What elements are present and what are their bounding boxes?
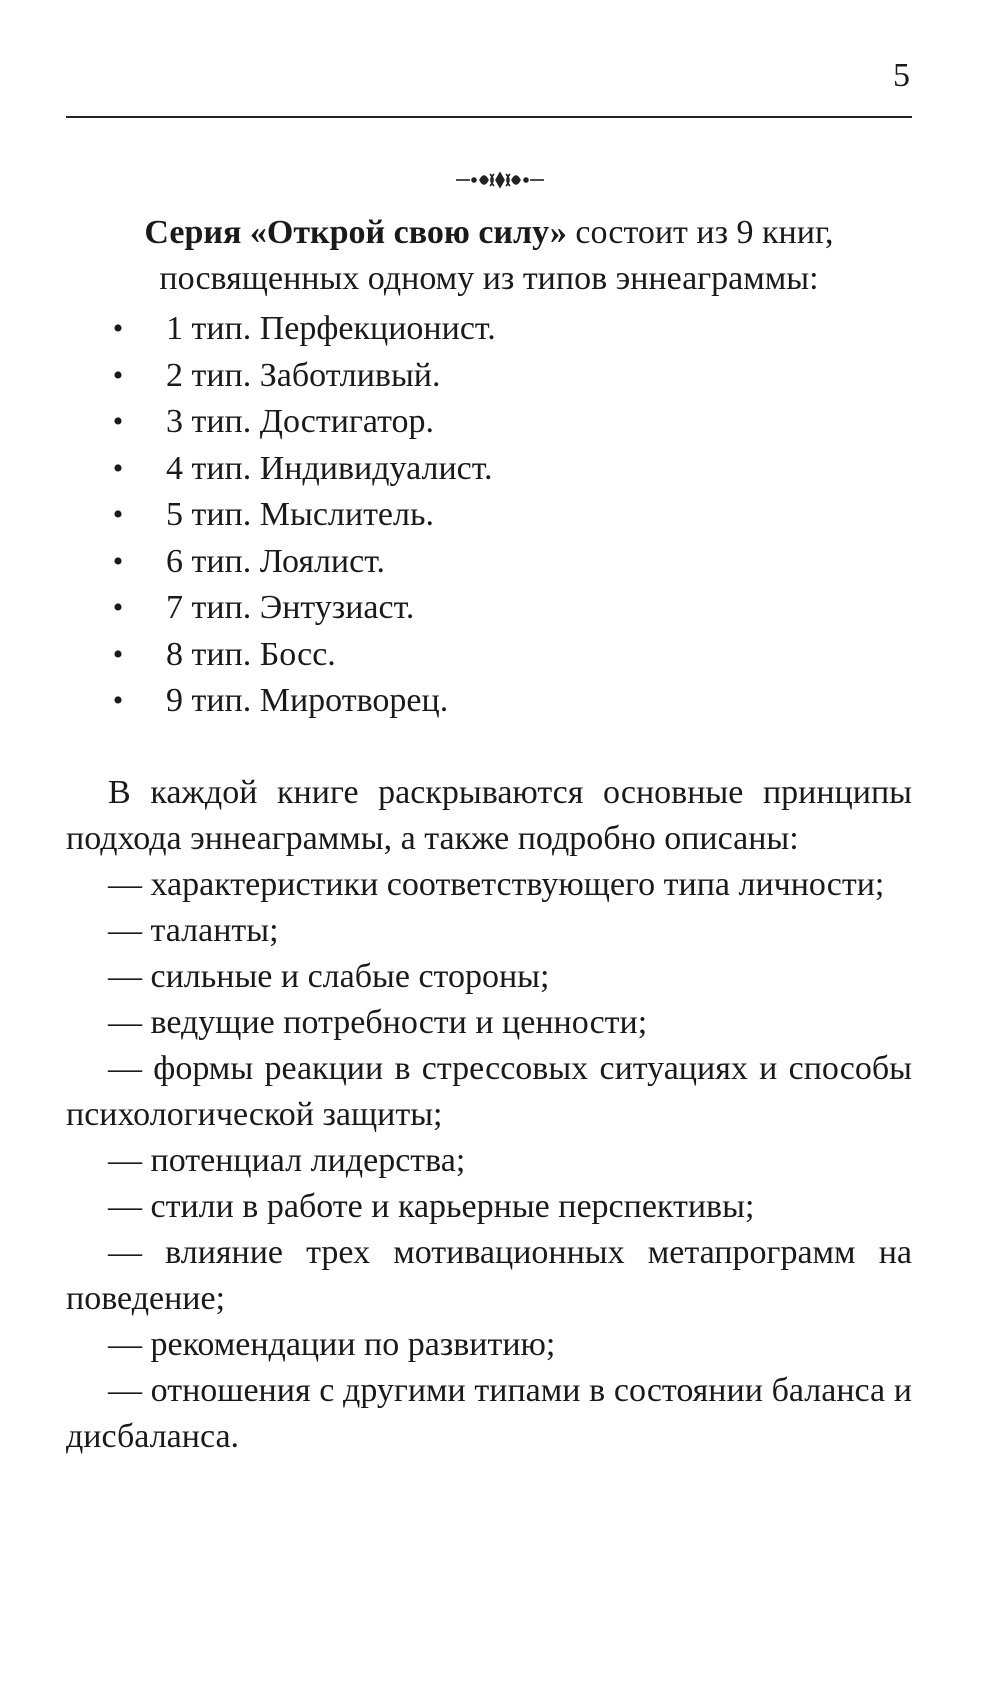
feature-item: — влияние трех мотивационных метапрограмм на поведение; [66, 1234, 912, 1317]
list-item [108, 353, 496, 400]
list-item [108, 399, 496, 446]
bullet: • [112, 684, 124, 717]
list-item-label: 3 тип. Достигатор. [166, 403, 434, 440]
list-item-label: 9 тип. Миротворец. [166, 682, 449, 719]
body-intro-paragraph: В каждой книге раскрываются основные принципы подхода эннеаграммы, а также подробно описаны: [66, 774, 912, 857]
list-item [108, 632, 496, 679]
list-item-label: 7 тип. Энтузиаст. [166, 589, 415, 626]
body-text [66, 770, 912, 1460]
list-item-label: 4 тип. Индивидуалист. [166, 449, 493, 487]
ornament [0, 170, 1000, 195]
bullet: • [112, 405, 124, 438]
list-item-label: 8 тип. Босс. [166, 635, 336, 673]
enneagram-type-list [108, 306, 496, 725]
list-item-label: 6 тип. Лоялист. [166, 542, 386, 580]
feature-item: — сильные и слабые стороны; [108, 958, 550, 995]
bullet: • [112, 358, 124, 392]
header-rule [66, 116, 912, 118]
bullet: • [112, 591, 124, 624]
feature-item: — рекомендации по развитию; [108, 1326, 556, 1363]
series-description: состоит из 9 книг, посвященных одному из типов эннеаграммы: [159, 214, 834, 297]
feature-item: — отношения с другими типами в состоянии баланса и дисбаланса. [66, 1372, 912, 1455]
feature-item: — потенциал лидерства; [108, 1142, 466, 1179]
bullet: • [112, 451, 124, 485]
page-number: 5 [893, 57, 910, 94]
list-item [108, 539, 496, 586]
list-item [108, 446, 496, 493]
list-item [108, 492, 496, 539]
bullet: • [112, 544, 124, 578]
list-item-label: 5 тип. Мыслитель. [166, 496, 434, 533]
bullet: • [112, 498, 124, 531]
list-item [108, 585, 496, 632]
bullet: • [112, 312, 124, 345]
feature-item: — стили в работе и карьерные перспективы; [108, 1188, 755, 1225]
series-intro [66, 210, 912, 302]
feature-item: — формы реакции в стрессовых ситуациях и способы психологической защиты; [66, 1050, 912, 1133]
series-title: Серия «Открой свою силу» [144, 214, 567, 251]
feature-item: — ведущие потребности и ценности; [108, 1004, 648, 1041]
feature-item: — характеристики соответствующего типа личности; [108, 866, 885, 903]
list-item [108, 306, 496, 353]
list-item-label: 1 тип. Перфекционист. [166, 310, 496, 347]
decorative-ornament-icon [454, 170, 546, 190]
list-item-label: 2 тип. Заботливый. [166, 356, 441, 394]
list-item [108, 678, 496, 725]
feature-item: — таланты; [108, 912, 279, 949]
bullet: • [112, 637, 124, 671]
